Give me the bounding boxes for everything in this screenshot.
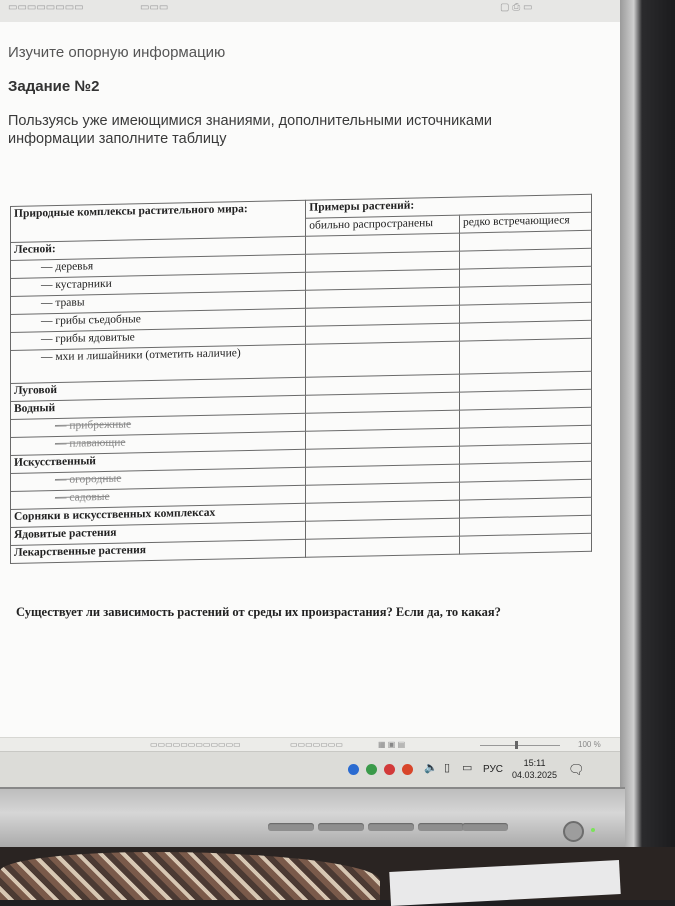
monitor-bezel-bottom [0,787,625,849]
monitor-button-5[interactable] [462,823,508,831]
zoom-level: 100 % [578,740,601,749]
volume-icon[interactable]: 🔈 [424,762,438,774]
row-shrubs: — кустарники [11,272,306,296]
monitor-button-4[interactable] [418,823,464,831]
windows-taskbar [0,751,620,788]
app-icon-2[interactable] [366,764,377,775]
table-cell[interactable] [306,536,460,557]
word-status-bar [0,737,620,752]
power-led [591,828,595,832]
table-header-complexes: Природные комплексы растительного мира: [11,200,306,242]
table-subheader-rare: редко встречающиеся [459,212,591,233]
view-mode-icon[interactable]: ▦ ▣ ▤ [378,740,406,749]
intro-text: Изучите опорную информацию [8,44,226,61]
app-icon-3[interactable] [384,764,395,775]
plants-table [10,194,592,564]
table-header-examples: Примеры растений: [306,194,592,218]
zoom-slider[interactable] [480,745,560,746]
row-trees: — деревья [11,254,306,278]
table-subheader-common: обильно распространены [306,215,460,236]
table-cell[interactable] [459,338,591,374]
row-edible-fungi: — грибы съедобные [11,308,306,332]
row-floating: — плавающие [11,431,306,455]
document-page [0,22,620,737]
monitor-bezel-right [620,0,675,900]
tab-faint-left[interactable]: ▭▭▭▭▭▭▭▭ [8,2,84,13]
row-forest: Лесной: [11,236,306,260]
window-controls[interactable]: ▢ ⎙ ▭ [500,2,533,13]
table-cell[interactable] [306,341,460,377]
app-icon-1[interactable] [348,764,359,775]
monitor-button-3[interactable] [368,823,414,831]
row-garden-fruit: — садовые [11,485,306,509]
battery-icon[interactable]: ▯ [444,762,451,774]
row-meadow: Луговой [11,377,306,401]
row-poisonous: Ядовитые растения [11,521,306,545]
row-grasses: — травы [11,290,306,314]
question-text: Существует ли зависимость растений от среды их произрастания? Если да, то какая? [16,605,501,619]
tab-faint-center[interactable]: ▭▭▭ [140,2,169,13]
power-button[interactable] [563,821,584,842]
status-faint-left[interactable]: ▭▭▭▭▭▭▭▭▭▭▭▭ [150,740,241,749]
row-weeds: Сорняки в искусственных комплексах [11,503,306,527]
table-cell[interactable] [459,533,591,554]
row-poison-fungi: — грибы ядовитые [11,326,306,350]
browser-tab-bar [0,0,640,23]
task-title: Задание №2 [8,78,100,95]
row-mosses: — мхи и лишайники (отметить наличие) [11,344,306,383]
status-faint-center[interactable]: ▭▭▭▭▭▭▭ [290,740,343,749]
zoom-thumb[interactable] [515,741,518,749]
clock[interactable] [512,757,557,781]
row-medicinal: Лекарственные растения [11,539,306,563]
clock-time: 15:11 [523,758,546,768]
monitor-button-2[interactable] [318,823,364,831]
row-coastal: — прибрежные [11,413,306,437]
instruction-text: Пользуясь уже имеющимися знаниями, дополнительными источниками информации заполните таблицу [8,113,493,147]
network-icon[interactable]: ▭ [462,762,473,774]
language-indicator[interactable]: РУС [483,764,504,775]
chrome-icon[interactable] [402,764,413,775]
monitor-button-1[interactable] [268,823,314,831]
row-water: Водный [11,395,306,419]
clock-date: 04.03.2025 [512,770,558,780]
notification-icon[interactable]: 🗨 [568,762,585,777]
row-artificial: Искусственный [11,449,306,473]
row-garden-veg: — огородные [11,467,306,491]
